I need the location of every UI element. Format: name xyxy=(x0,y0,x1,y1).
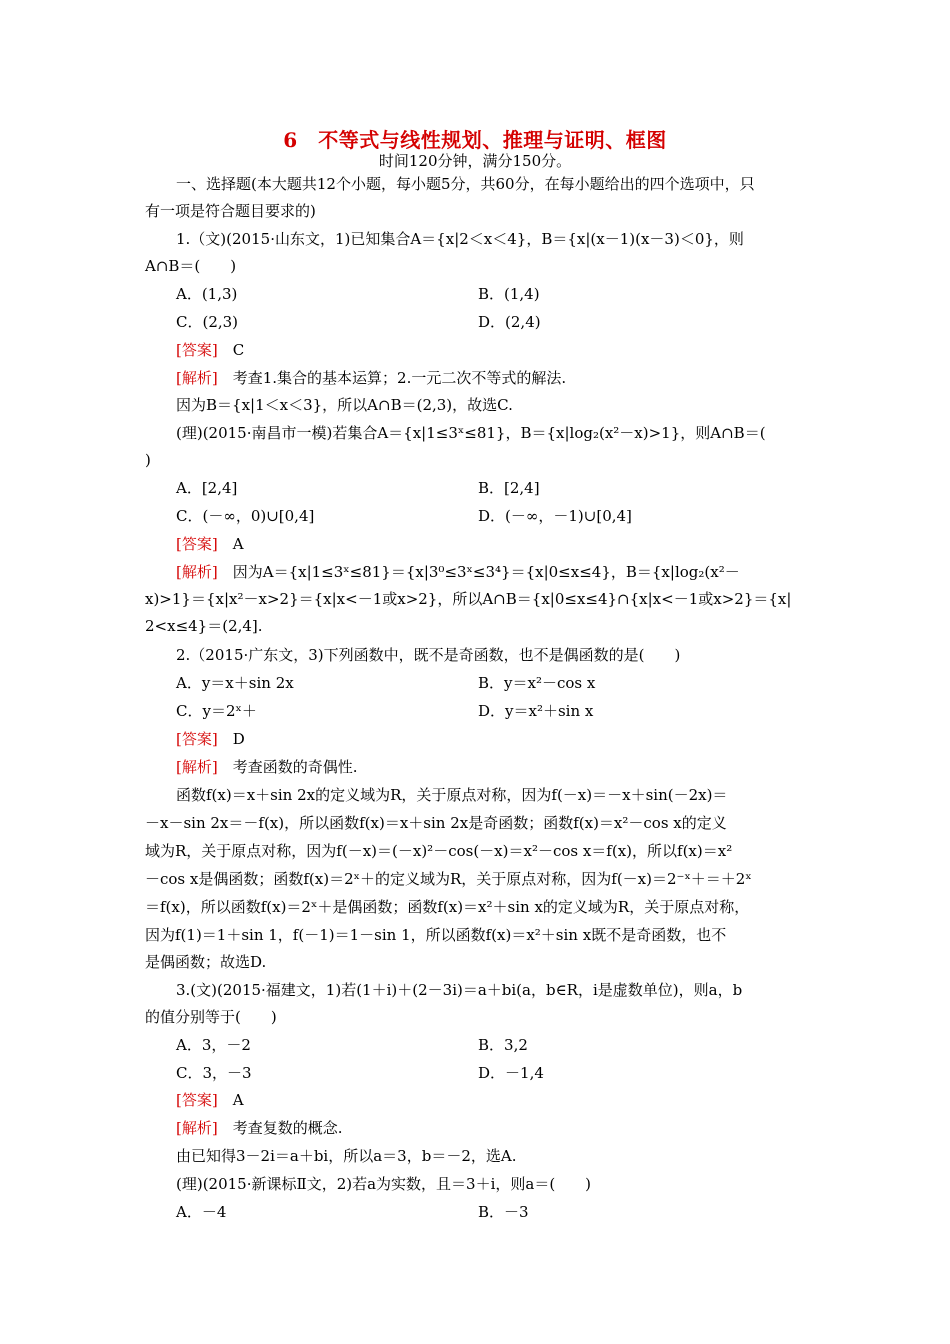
option-a: A．[2,4] xyxy=(176,479,238,497)
analysis-body: ＝f(x)，所以函数f(x)＝2ˣ＋是偶函数；函数f(x)＝x²＋sin x的定义域为R，关于原点对称， xyxy=(145,898,750,916)
option-b: B．y＝x²－cos x xyxy=(478,674,596,692)
option-d: D．－1,4 xyxy=(478,1064,544,1082)
answer-line xyxy=(176,729,245,749)
answer-line xyxy=(176,534,244,554)
analysis-text: 考查复数的概念. xyxy=(232,1119,343,1137)
option-a: A．3，－2 xyxy=(176,1036,251,1054)
analysis-body: 因为B＝{x|1＜x＜3}，所以A∩B＝(2,3)，故选C. xyxy=(176,396,513,414)
analysis-body: 函数f(x)＝x＋sin 2x的定义域为R，关于原点对称，因为f(－x)＝－x＋sin(－2x)＝ xyxy=(176,786,728,804)
option-c: C．3，－3 xyxy=(176,1064,252,1082)
question-stem: 1.（文)(2015·山东文，1)已知集合A＝{x|2＜x＜4}，B＝{x|(x－1)(x－3)＜0}，则 xyxy=(176,230,744,248)
answer-tag: [答案] xyxy=(176,730,218,748)
analysis-tag: [解析] xyxy=(176,758,218,776)
analysis-text: 因为A＝{x|1≤3ˣ≤81}＝{x|3⁰≤3ˣ≤3⁴}＝{x|0≤x≤4}，B＝{x|log₂(x²－ xyxy=(232,563,740,581)
answer-tag: [答案] xyxy=(176,535,218,553)
page-title: 6 不等式与线性规划、推理与证明、框图 xyxy=(283,128,667,152)
analysis-text: 考查函数的奇偶性. xyxy=(232,758,358,776)
option-c: C．(2,3) xyxy=(176,313,239,331)
option-d: D．y＝x²＋sin x xyxy=(478,702,594,720)
question-stem-cont: 的值分别等于( ) xyxy=(145,1008,277,1026)
option-b: B．－3 xyxy=(478,1203,529,1221)
answer-value: A xyxy=(232,535,244,553)
option-d: D．(2,4) xyxy=(478,313,541,331)
analysis-line xyxy=(176,368,566,388)
analysis-tag: [解析] xyxy=(176,369,218,387)
answer-tag: [答案] xyxy=(176,1091,218,1109)
analysis-line xyxy=(176,757,358,777)
option-a: A．－4 xyxy=(176,1203,227,1221)
option-d: D．(－∞，－1)∪[0,4] xyxy=(478,507,632,525)
question-stem-cont: A∩B＝( ) xyxy=(145,257,237,275)
analysis-line xyxy=(176,1118,343,1138)
question-stem: 3.(文)(2015·福建文，1)若(1＋i)＋(2－3i)＝a＋bi(a，b∈R，i是虚数单位)，则a，b xyxy=(176,981,743,999)
question-stem-cont: ) xyxy=(145,451,151,469)
analysis-body: －x－sin 2x＝－f(x)，所以函数f(x)＝x＋sin 2x是奇函数；函数f(x)＝x²－cos x的定义 xyxy=(145,814,727,832)
question-stem: (理)(2015·新课标Ⅱ文，2)若a为实数，且＝3＋i，则a＝( ) xyxy=(176,1175,592,1193)
answer-value: C xyxy=(232,341,245,359)
option-c: C．(－∞，0)∪[0,4] xyxy=(176,507,315,525)
option-b: B．(1,4) xyxy=(478,285,540,303)
analysis-line xyxy=(176,562,740,582)
question-stem: (理)(2015·南昌市一模)若集合A＝{x|1≤3ˣ≤81}，B＝{x|log₂(x²－x)>1}，则A∩B＝( xyxy=(176,424,766,442)
analysis-body: －cos x是偶函数；函数f(x)＝2ˣ＋的定义域为R，关于原点对称，因为f(－x)＝2⁻ˣ＋＝＋2ˣ xyxy=(145,870,752,888)
answer-tag: [答案] xyxy=(176,341,218,359)
analysis-body: 域为R，关于原点对称，因为f(－x)＝(－x)²－cos(－x)＝x²－cos x＝f(x)，所以f(x)＝x² xyxy=(145,842,733,860)
section-intro: 一、选择题(本大题共12个小题，每小题5分，共60分，在每小题给出的四个选项中，只 xyxy=(176,175,755,193)
analysis-text: 考查1.集合的基本运算；2.一元二次不等式的解法. xyxy=(232,369,567,387)
analysis-tag: [解析] xyxy=(176,563,218,581)
answer-value: A xyxy=(232,1091,244,1109)
analysis-body: x)>1}＝{x|x²－x>2}＝{x|x<－1或x>2}，所以A∩B＝{x|0≤x≤4}∩{x|x<－1或x>2}＝{x| xyxy=(145,590,792,608)
answer-line xyxy=(176,1090,244,1110)
question-stem: 2.（2015·广东文，3)下列函数中，既不是奇函数，也不是偶函数的是( ) xyxy=(176,646,681,664)
answer-value: D xyxy=(232,730,245,748)
answer-line xyxy=(176,340,244,360)
section-intro-cont: 有一项是符合题目要求的) xyxy=(145,202,316,220)
option-a: A．y＝x＋sin 2x xyxy=(176,674,294,692)
option-c: C．y＝2ˣ＋ xyxy=(176,702,257,720)
analysis-body: 因为f(1)＝1＋sin 1，f(－1)＝1－sin 1，所以函数f(x)＝x²＋sin x既不是奇函数，也不 xyxy=(145,926,727,944)
analysis-body: 由已知得3－2i＝a＋bi，所以a＝3，b＝－2，选A. xyxy=(176,1147,517,1165)
option-b: B．3,2 xyxy=(478,1036,528,1054)
analysis-body: 是偶函数；故选D. xyxy=(145,953,267,971)
analysis-body: 2<x≤4}＝(2,4]. xyxy=(145,617,263,635)
option-a: A．(1,3) xyxy=(176,285,238,303)
page-subtitle: 时间120分钟，满分150分。 xyxy=(378,152,572,170)
analysis-tag: [解析] xyxy=(176,1119,218,1137)
option-b: B．[2,4] xyxy=(478,479,540,497)
